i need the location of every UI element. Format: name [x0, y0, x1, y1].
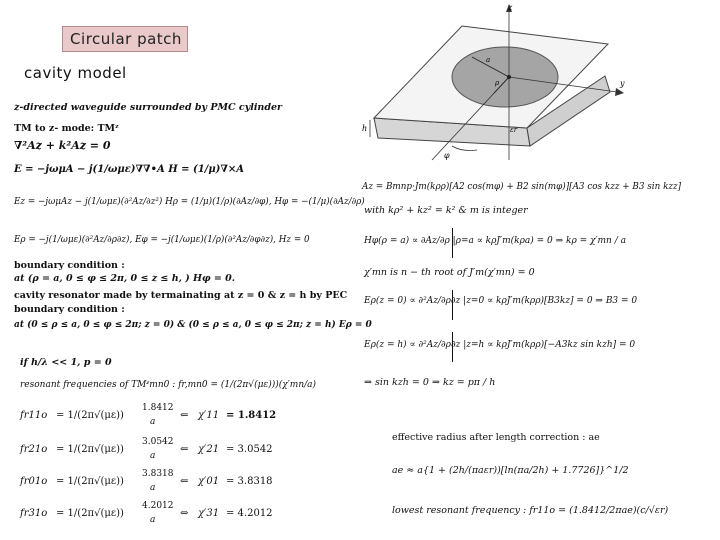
- freq-prefix: = 1/(2π√(με)): [56, 444, 124, 455]
- eq-line: at (ρ = a, 0 ≤ φ ≤ 2π, 0 ≤ z ≤ h, ) Hφ = 0.: [14, 273, 236, 284]
- freq-arrow: ⇐: [180, 476, 189, 487]
- freq-chi: χ′01: [198, 476, 220, 487]
- eq-line: at (0 ≤ ρ ≤ a, 0 ≤ φ ≤ 2π; z = 0) & (0 ≤ ρ ≤ a, 0 ≤ φ ≤ 2π; z = h) Eρ = 0: [14, 320, 372, 330]
- label-h: h: [362, 124, 368, 133]
- freq-num: 3.8318: [142, 469, 174, 479]
- eq-line: E = −jωμA − j(1/ωμε)∇∇•A H = (1/μ)∇×A: [14, 164, 245, 175]
- axis-y-label: y: [620, 79, 625, 88]
- eq-line: boundary condition :: [14, 304, 125, 315]
- eq-line: z-directed waveguide surrounded by PMC cylinder: [14, 102, 283, 113]
- freq-lhs: fr11o: [20, 410, 48, 421]
- eq-line: Eρ(z = h) ∝ ∂²Az/∂ρ∂z |z=h ∝ kρJ′m(kρρ)[−A3kz sin kzh] = 0: [364, 340, 636, 350]
- eq-line: if h/λ << 1, p = 0: [20, 357, 112, 368]
- freq-num: 1.8412: [142, 403, 174, 413]
- slide-subtitle: cavity model: [24, 64, 127, 82]
- freq-prefix: = 1/(2π√(με)): [56, 476, 124, 487]
- eq-line: Hφ(ρ = a) ∝ ∂Az/∂ρ |ρ=a ∝ kρJ′m(kρa) = 0 ⇒ kρ = χ′mn / a: [364, 236, 626, 246]
- correction-line: ae ≈ a{1 + (2h/(πaεr))[ln(πa/2h) + 1.7726]}^1/2: [392, 465, 629, 476]
- freq-value: = 4.2012: [226, 508, 273, 519]
- eq-line: resonant frequencies of TMᶻmn0 : fr,mn0 = (1/(2π√(με)))(χ′mn/a): [20, 380, 317, 390]
- label-rho: ρ: [495, 79, 500, 87]
- freq-den: a: [150, 417, 156, 427]
- eq-line: with kρ² + kz² = k² & m is integer: [364, 205, 528, 216]
- eval-bar: [452, 290, 453, 320]
- freq-num: 3.0542: [142, 437, 174, 447]
- freq-lhs: fr31o: [20, 508, 48, 519]
- freq-arrow: ⇐: [180, 444, 189, 455]
- eq-line: Az = Bmnp·Jm(kρρ)[A2 cos(mφ) + B2 sin(mφ)][A3 cos kzz + B3 sin kzz]: [362, 182, 682, 192]
- label-a: a: [486, 56, 491, 64]
- freq-value: = 3.8318: [226, 476, 273, 487]
- axis-phi-label: φ: [444, 151, 450, 160]
- freq-den: a: [150, 451, 156, 461]
- eq-line: Eρ(z = 0) ∝ ∂²Az/∂ρ∂z |z=0 ∝ kρJ′m(kρρ)[B3kz] = 0 ⇒ B3 = 0: [364, 296, 638, 306]
- eq-line: ∇²Az + k²Az = 0: [14, 139, 111, 152]
- freq-lhs: fr01o: [20, 476, 48, 487]
- freq-den: a: [150, 515, 156, 525]
- freq-prefix: = 1/(2π√(με)): [56, 508, 124, 519]
- freq-den: a: [150, 483, 156, 493]
- eval-bar: [452, 228, 453, 258]
- eq-line: χ′mn is n − th root of J′m(χ′mn) = 0: [364, 267, 535, 278]
- circular-patch: [452, 47, 558, 107]
- freq-value: = 3.0542: [226, 444, 273, 455]
- eq-line: Eρ = −j(1/ωμε)(∂²Az/∂ρ∂z), Eφ = −j(1/ωμε)(1/ρ)(∂²Az/∂φ∂z), Hz = 0: [14, 235, 310, 245]
- eq-line: TM to z- mode: TMᶻ: [14, 123, 119, 134]
- eq-line: boundary condition :: [14, 260, 125, 271]
- freq-chi: χ′31: [198, 508, 220, 519]
- correction-line: lowest resonant frequency : fr11o = (1.8412/2πae)(c/√εr): [392, 505, 669, 516]
- freq-prefix: = 1/(2π√(με)): [56, 410, 124, 421]
- eq-line: ⇒ sin kzh = 0 ⇒ kz = pπ / h: [364, 377, 496, 388]
- title-box: [62, 26, 188, 52]
- freq-arrow: ⇐: [180, 410, 189, 421]
- eval-bar: [452, 332, 453, 362]
- freq-lhs: fr21o: [20, 444, 48, 455]
- slide-title: Circular patch: [70, 30, 182, 48]
- axis-z-label: z: [508, 3, 513, 12]
- freq-num: 4.2012: [142, 501, 174, 511]
- patch-diagram: [362, 0, 720, 178]
- eq-line: cavity resonator made by termainating at z = 0 & z = h by PEC: [14, 290, 348, 301]
- label-er: εr: [510, 126, 518, 134]
- freq-chi: χ′21: [198, 444, 220, 455]
- freq-arrow: ⇔: [180, 508, 189, 519]
- correction-line: effective radius after length correction : ae: [392, 432, 600, 443]
- freq-value: = 1.8412: [226, 410, 277, 421]
- eq-line: Ez = −jωμAz − j(1/ωμε)(∂²Az/∂z²) Hρ = (1/μ)(1/ρ)(∂Az/∂φ), Hφ = −(1/μ)(∂Az/∂ρ): [14, 197, 365, 207]
- freq-chi: χ′11: [198, 410, 220, 421]
